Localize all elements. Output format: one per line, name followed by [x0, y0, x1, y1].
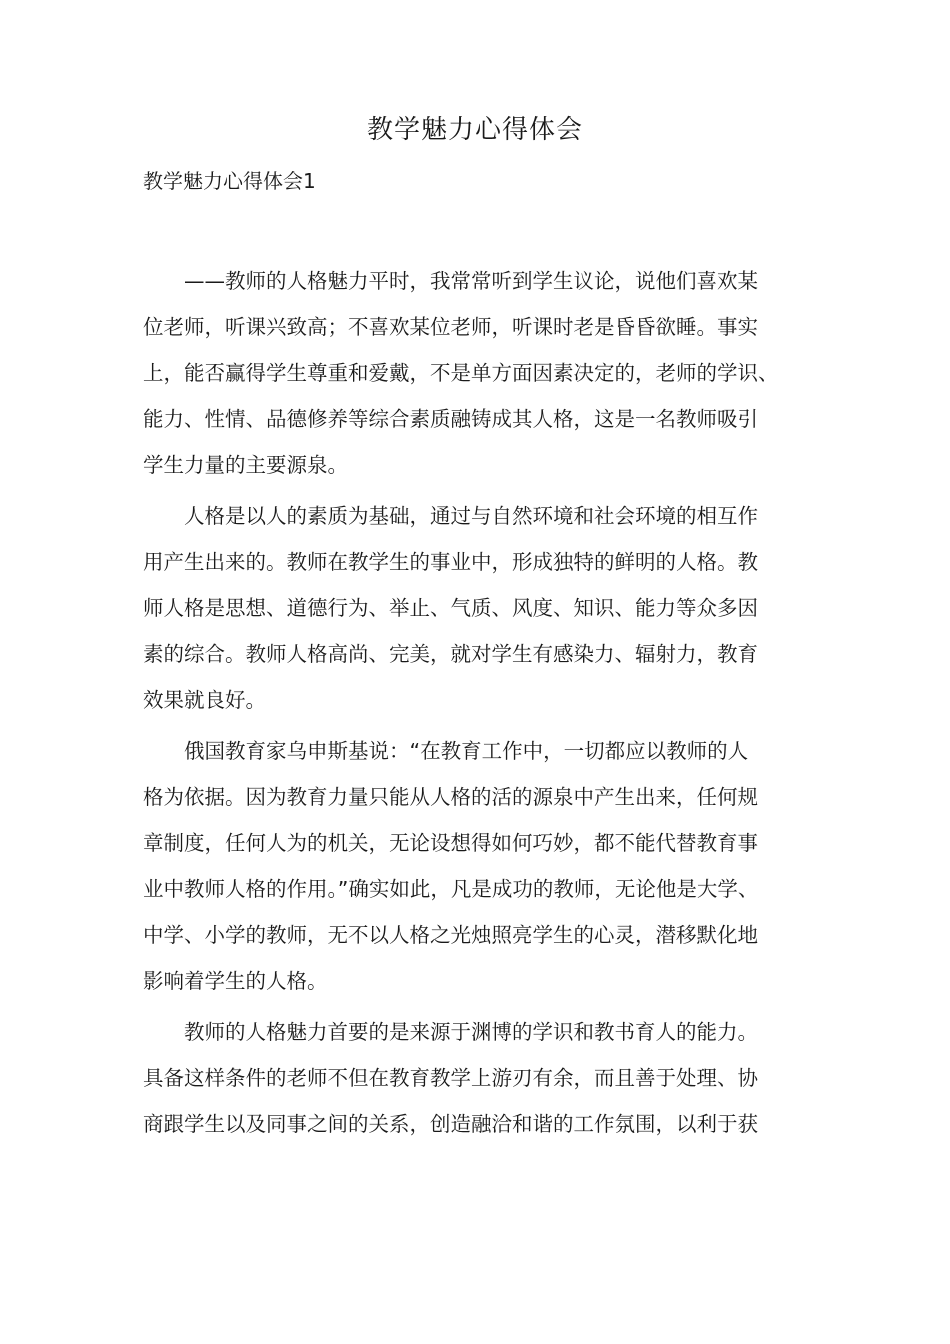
paragraph-2: 人格是以人的素质为基础，通过与自然环境和社会环境的相互作 用产生出来的。教师在教学生的事业中，形成独特的鲜明的人格。教 师人格是思想、道德行为、举止、气质、风度、知识、能力等众多因 素的综合。教师人格高尚、完美，就对学生有感染力、辐射力，教育 效果就良好。 — [143, 504, 758, 712]
document-title: 教学魅力心得体会 — [366, 115, 583, 145]
paragraph-1: ——教师的人格魅力平时，我常常听到学生议论，说他们喜欢某 位老师，听课兴致高；不喜欢某位老师，听课时老是昏昏欲睡。事实 上，能否赢得学生尊重和爱戴，不是单方面因素决定的，老师的学识、 能力、性情、品德修养等综合素质融铸成其人格，这是一名教师吸引 学生力量的主要源泉。 — [143, 269, 779, 477]
document-body — [143, 258, 823, 1152]
section-heading: 教学魅力心得体会1 — [143, 169, 316, 193]
paragraph-4: 教师的人格魅力首要的是来源于渊博的学识和教书育人的能力。 具备这样条件的老师不但在教育教学上游刃有余，而且善于处理、协 商跟学生以及同事之间的关系，创造融洽和谐的工作氛围，以利于获 — [143, 1020, 758, 1136]
paragraph-3: 俄国教育家乌申斯基说：“在教育工作中，一切都应以教师的人 格为依据。因为教育力量只能从人格的活的源泉中产生出来，任何规 章制度，任何人为的机关，无论设想得如何巧妙，都不能代替教育事 业中教师人格的作用。”确实如此，凡是成功的教师，无论他是大学、 中学、小学的教师，无不以人格之光烛照亮学生的心灵，潜移默化地 影响着学生的人格。 — [143, 739, 759, 993]
